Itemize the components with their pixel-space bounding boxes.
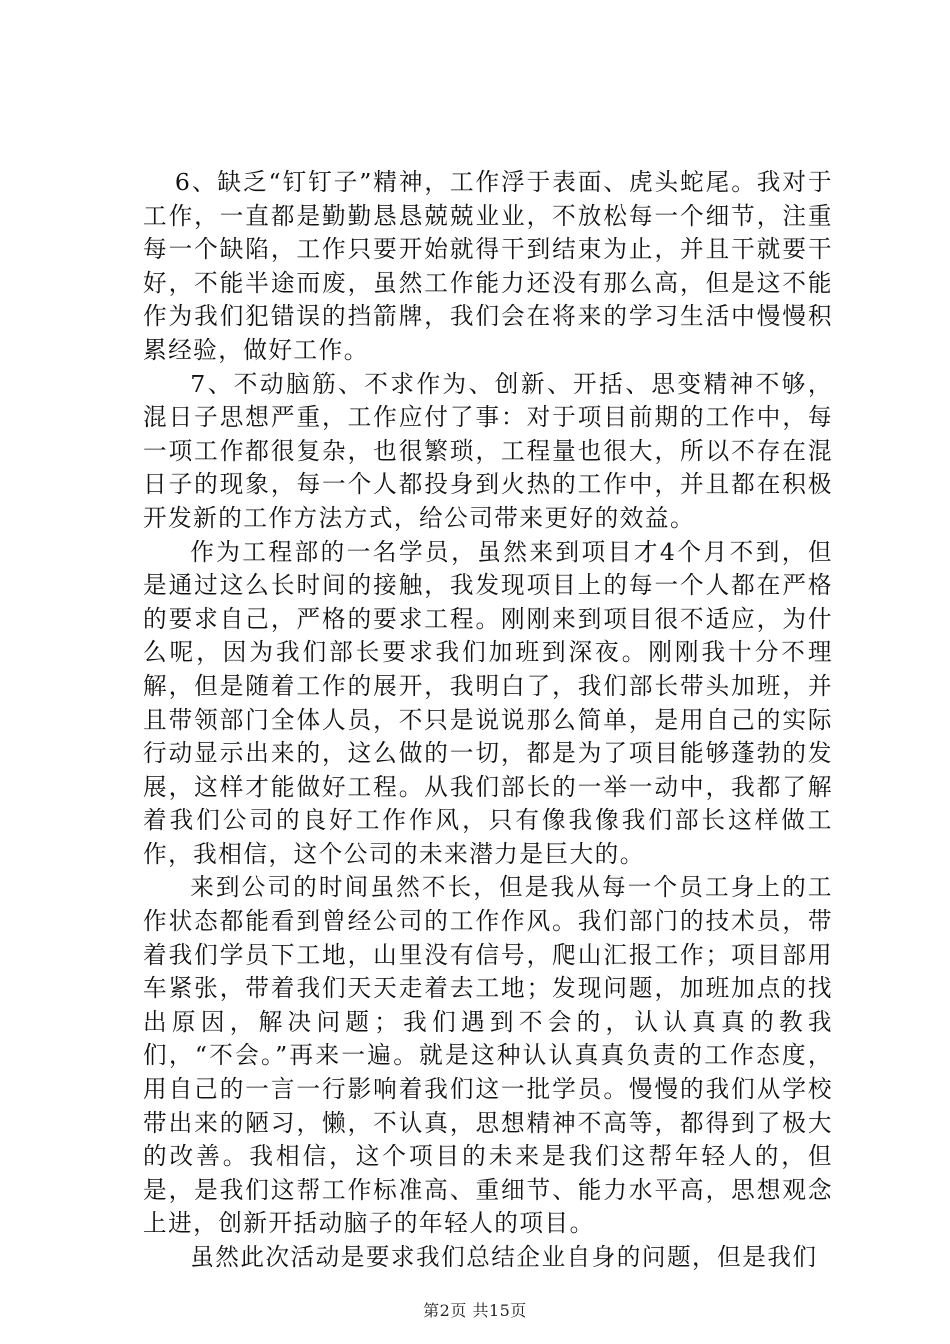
page-footer [0, 1301, 950, 1321]
paragraph-trainee-reflection: 作为工程部的一名学员，虽然来到项目才4个月不到，但是通过这么长时间的接触，我发现项目上的每一个人都在严格的要求自己，严格的要求工程。刚刚来到项目很不适应，为什么呢，因为我们部长要求我们加班到深夜。刚刚我十分不理解，但是随着工作的展开，我明白了，我们部长带头加班，并且带领部门全体人员，不只是说说那么简单，是用自己的实际行动显示出来的，这么做的一切，都是为了项目能够蓬勃的发展，这样才能做好工程。从我们部长的一举一动中，我都了解着我们公司的良好工作作风，只有像我像我们部长这样做工作，我相信，这个公司的未来潜力是巨大的。 [143, 537, 833, 868]
paragraph-item-6: 6、缺乏“钉钉子”精神，工作浮于表面、虎头蛇尾。我对于工作，一直都是勤勤恳恳兢兢业业，不放松每一个细节，注重每一个缺陷，工作只要开始就得干到结束为止，并且干就要干好，不能半途而废，虽然工作能力还没有那么高，但是这不能作为我们犯错误的挡箭牌，我们会在将来的学习生活中慢慢积累经验，做好工作。 [143, 168, 833, 364]
document-body [143, 166, 833, 1275]
page-number-label: 第2页 共15页 [423, 1301, 527, 1320]
paragraph-company-style: 来到公司的时间虽然不长，但是我从每一个员工身上的工作状态都能看到曾经公司的工作作风。我们部门的技术员，带着我们学员下工地，山里没有信号，爬山汇报工作；项目部用车紧张，带着我们天天走着去工地；发现问题，加班加点的找出原因，解决问题；我们遇到不会的，认认真真的教我们，“不会。”再来一遍。就是这种认认真真负责的工作态度，用自己的一言一行影响着我们这一批学员。慢慢的我们从学校带出来的陋习，懒，不认真，思想精神不高等，都得到了极大的改善。我相信，这个项目的未来是我们这帮年轻人的，但是，是我们这帮工作标准高、重细节、能力水平高，思想观念上进，创新开括动脑子的年轻人的项目。 [143, 873, 833, 1238]
paragraph-item-7: 7、不动脑筋、不求作为、创新、开括、思变精神不够，混日子思想严重，工作应付了事：对于项目前期的工作中，每一项工作都很复杂，也很繁琐，工程量也很大，所以不存在混日子的现象，每一个人都投身到火热的工作中，并且都在积极开发新的工作方法方式，给公司带来更好的效益。 [143, 369, 833, 532]
paragraph-continuation: 虽然此次活动是要求我们总结企业自身的问题，但是我们 [190, 1243, 818, 1271]
